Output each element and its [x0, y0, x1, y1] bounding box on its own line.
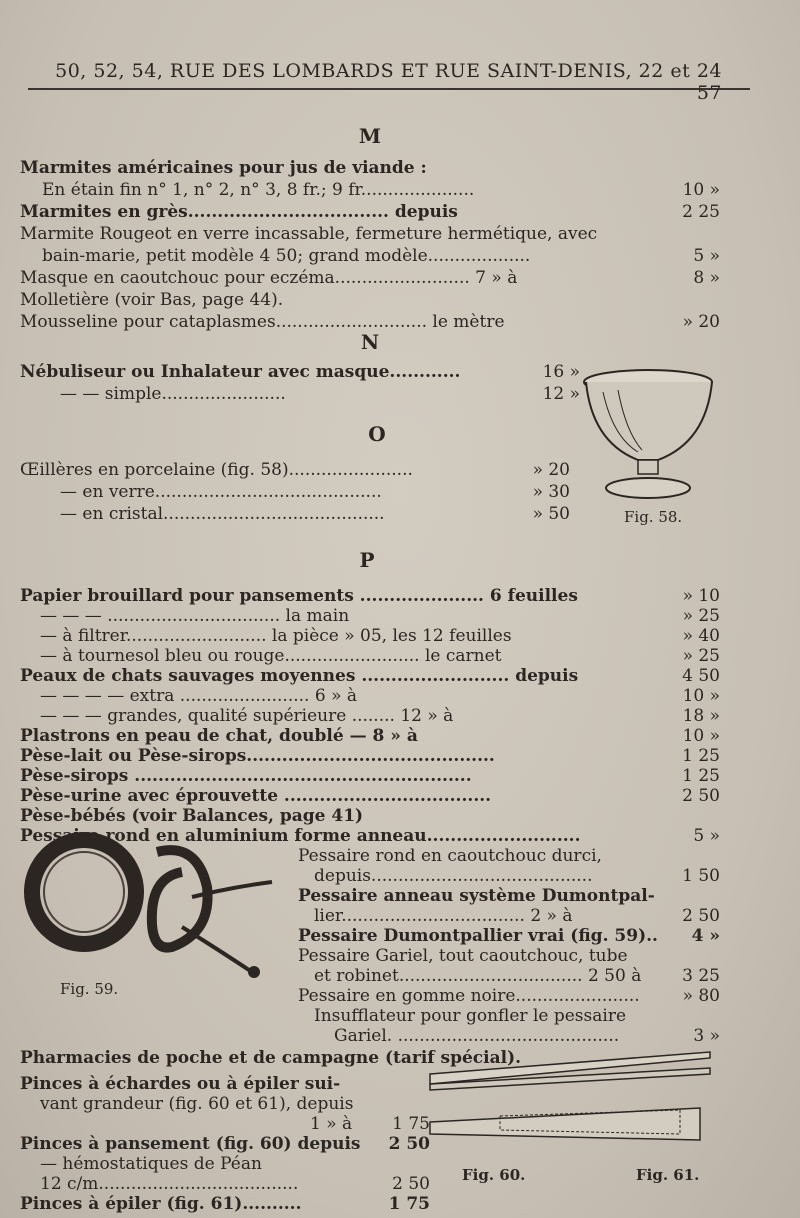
item-text: Marmites américaines pour jus de viande : — [20, 158, 427, 178]
item-price: 3 » — [693, 1026, 720, 1046]
item-text: Pessaire en gomme noire....................... — [298, 986, 640, 1006]
tweezers-illustration — [420, 1044, 720, 1154]
item-text: Peaux de chats sauvages moyennes ......................... depuis — [20, 666, 579, 686]
item-text: Gariel. ......................................... — [334, 1026, 620, 1046]
item-text: 12 c/m..................................... — [40, 1174, 299, 1194]
list-item — [20, 726, 720, 748]
item-price: » 30 — [532, 482, 570, 502]
list-item — [20, 806, 720, 828]
list-item — [20, 290, 720, 312]
item-text: vant grandeur (fig. 60 et 61), depuis — [40, 1094, 354, 1114]
item-price: 2 50 — [388, 1134, 430, 1154]
item-text: — — simple....................... — [60, 384, 286, 404]
item-price: » 10 — [682, 586, 720, 606]
eye-cup-illustration — [578, 362, 718, 507]
item-text: Pèse-urine avec éprouvette ................................... — [20, 786, 492, 806]
list-item — [20, 586, 720, 608]
list-item — [20, 460, 570, 482]
item-price: 10 » — [682, 686, 720, 706]
item-text: — à tournesol bleu ou rouge......................... le carnet — [40, 646, 502, 666]
header-text: 50, 52, 54, RUE DES LOMBARDS ET RUE SAINT-DENIS, 22 et 24 57 — [55, 60, 722, 104]
item-text: — hémostatiques de Péan — [40, 1154, 262, 1174]
list-item — [40, 1154, 262, 1174]
list-item — [40, 1094, 353, 1114]
item-price: 2 50 — [392, 1174, 430, 1194]
item-price: 10 » — [682, 726, 720, 746]
item-price: 4 50 — [682, 666, 720, 686]
list-item — [20, 268, 720, 290]
list-item — [40, 606, 720, 628]
item-price: 10 » — [682, 180, 720, 200]
item-text: Papier brouillard pour pansements ..................... 6 feuilles — [20, 586, 578, 606]
list-item — [20, 786, 720, 808]
item-text: — à filtrer.......................... la pièce » 05, les 12 feuilles — [40, 626, 512, 646]
list-item — [298, 946, 628, 966]
item-price: 16 » — [542, 362, 580, 382]
item-price: » 80 — [682, 986, 720, 1006]
list-item — [298, 926, 720, 948]
list-item — [20, 666, 720, 688]
item-price: 18 » — [682, 706, 720, 726]
list-item — [20, 224, 720, 246]
item-text: Nébuliseur ou Inhalateur avec masque............ — [20, 362, 461, 382]
list-item — [298, 986, 720, 1008]
list-item — [40, 686, 720, 708]
item-price: » 20 — [682, 312, 720, 332]
item-price: 1 75 — [392, 1114, 430, 1134]
fig-61-caption: Fig. 61. — [636, 1166, 700, 1184]
item-text: — — — — extra ........................ 6 » à — [40, 686, 358, 706]
list-item — [298, 846, 602, 866]
list-item — [42, 180, 720, 202]
item-price: 5 » — [693, 246, 720, 266]
item-price: 2 25 — [682, 202, 720, 222]
list-item — [314, 906, 720, 928]
list-item — [60, 482, 570, 504]
item-text: Pèse-bébés (voir Balances, page 41) — [20, 806, 364, 826]
list-item — [20, 1134, 430, 1156]
item-text: Pessaire rond en caoutchouc durci, — [298, 846, 602, 866]
item-price: » 40 — [682, 626, 720, 646]
fig-58-caption: Fig. 58. — [624, 508, 683, 526]
item-price: » 50 — [532, 504, 570, 524]
item-text: Molletière (voir Bas, page 44). — [20, 290, 284, 310]
item-text: Pharmacies de poche et de campagne (tarif spécial). — [20, 1048, 522, 1068]
list-item — [60, 504, 570, 526]
item-text: Pessaire anneau système Dumontpal- — [298, 886, 655, 906]
fig-59-caption: Fig. 59. — [60, 980, 119, 998]
list-item — [20, 158, 720, 180]
list-item — [314, 866, 720, 888]
item-text: Pessaire Dumontpallier vrai (fig. 59).. — [298, 926, 658, 946]
item-text: — en cristal......................................... — [60, 504, 385, 524]
item-text: Pèse-sirops ......................................................... — [20, 766, 472, 786]
item-text: En étain fin n° 1, n° 2, n° 3, 8 fr.; 9 fr..................... — [42, 180, 475, 200]
list-item — [20, 362, 580, 384]
item-text: Pinces à échardes ou à épiler sui- — [20, 1074, 341, 1094]
item-price: 4 » — [691, 926, 720, 946]
item-price: 2 50 — [682, 786, 720, 806]
section-letter-m: M — [358, 124, 382, 148]
item-text: Pinces à épiler (fig. 61).......... — [20, 1194, 302, 1214]
list-item — [314, 966, 720, 988]
list-item — [40, 646, 720, 668]
item-text: bain-marie, petit modèle 4 50; grand modèle................... — [42, 246, 531, 266]
item-price: 12 » — [542, 384, 580, 404]
list-item — [20, 746, 720, 768]
list-item — [40, 626, 720, 648]
item-price: 5 » — [693, 826, 720, 846]
list-item — [314, 1006, 626, 1026]
fig-60-caption: Fig. 60. — [462, 1166, 526, 1184]
item-text: Marmites en grès.................................. depuis — [20, 202, 458, 222]
item-text: 1 » à — [310, 1114, 353, 1134]
list-item — [298, 886, 655, 906]
item-text: Mousseline pour cataplasmes............................ le mètre — [20, 312, 505, 332]
item-price: 2 50 — [682, 906, 720, 926]
list-item — [60, 384, 580, 406]
list-item — [20, 766, 720, 788]
item-text: Pessaire rond en aluminium forme anneau.......................... — [20, 826, 581, 846]
item-text: Plastrons en peau de chat, doublé — 8 » à — [20, 726, 418, 746]
item-price: 3 25 — [682, 966, 720, 986]
item-text: et robinet.................................. 2 50 à — [314, 966, 642, 986]
section-letter-n: N — [360, 330, 380, 354]
item-text: lier.................................. 2 » à — [314, 906, 573, 926]
item-price: » 25 — [682, 646, 720, 666]
item-text: — en verre.......................................... — [60, 482, 382, 502]
item-price: 1 25 — [682, 746, 720, 766]
item-text: Insufflateur pour gonfler le pessaire — [314, 1006, 627, 1026]
item-price: 1 50 — [682, 866, 720, 886]
item-price: 1 75 — [388, 1194, 430, 1214]
item-text: Masque en caoutchouc pour eczéma......................... 7 » à — [20, 268, 518, 288]
item-text: Pinces à pansement (fig. 60) depuis — [20, 1134, 361, 1154]
item-price: » 25 — [682, 606, 720, 626]
item-text: — — — ................................ la main — [40, 606, 350, 626]
item-text: Pessaire Gariel, tout caoutchouc, tube — [298, 946, 628, 966]
pessaire-illustration — [22, 832, 292, 992]
page-header — [28, 58, 750, 104]
item-text: Marmite Rougeot en verre incassable, fermeture hermétique, avec — [20, 224, 598, 244]
item-text: — — — grandes, qualité supérieure ........ 12 » à — [40, 706, 454, 726]
list-item — [20, 202, 720, 224]
item-price: 8 » — [693, 268, 720, 288]
list-item — [40, 1174, 430, 1196]
item-price: » 20 — [532, 460, 570, 480]
item-text: Œillères en porcelaine (fig. 58)....................... — [20, 460, 413, 480]
section-letter-o: O — [368, 422, 386, 446]
list-item — [20, 1194, 430, 1216]
item-text: depuis......................................... — [314, 866, 593, 886]
section-letter-p: P — [359, 548, 375, 572]
item-text: Pèse-lait ou Pèse-sirops.......................................... — [20, 746, 495, 766]
item-price: 1 25 — [682, 766, 720, 786]
list-item — [42, 246, 720, 268]
list-item — [20, 1074, 340, 1094]
list-item — [20, 1114, 430, 1136]
list-item — [40, 706, 720, 728]
